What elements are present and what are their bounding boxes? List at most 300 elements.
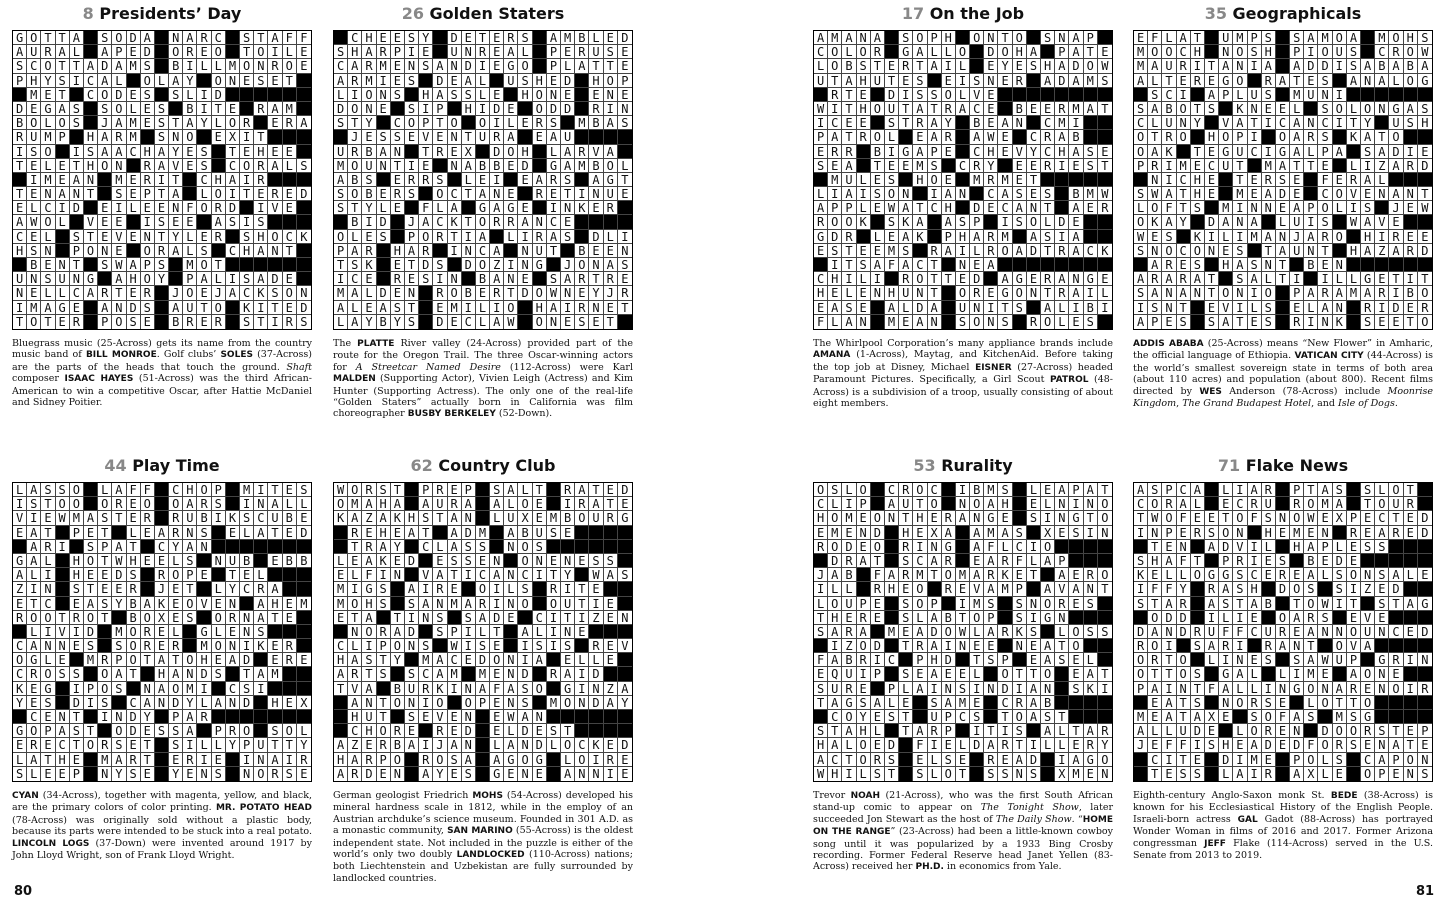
letter-cell: L (197, 738, 211, 752)
letter-cell: S (56, 483, 70, 497)
letter-cell: H (334, 653, 348, 667)
note-text: (1-Across), Maytag, and KitchenAid. Before taking the top job at Disney, Michael (813, 349, 1113, 373)
letter-cell: I (1205, 611, 1219, 625)
letter-cell: R (998, 625, 1012, 639)
letter-cell: H (814, 286, 828, 300)
letter-cell: L (1148, 74, 1162, 88)
letter-cell: K (857, 215, 871, 229)
letter-cell: E (1219, 244, 1233, 258)
letter-cell: E (169, 597, 183, 611)
note-text: (48-Across) is a subdivision of a troop, usually consisting of about eight members. (813, 374, 1113, 410)
letter-cell: A (970, 130, 984, 144)
letter-cell: T (589, 272, 603, 286)
letter-cell: S (1013, 187, 1027, 201)
letter-cell: E (433, 554, 447, 568)
letter-cell: L (183, 88, 197, 102)
letter-cell: S (1134, 286, 1148, 300)
letter-cell: I (476, 102, 490, 116)
letter-cell: R (604, 753, 618, 767)
letter-cell: E (1027, 639, 1041, 653)
letter-cell: M (956, 568, 970, 582)
letter-cell: R (1375, 286, 1389, 300)
black-square (604, 625, 618, 639)
letter-cell: Z (1375, 159, 1389, 173)
letter-cell: E (1205, 145, 1219, 159)
letter-cell: L (1248, 682, 1262, 696)
letter-cell: L (41, 286, 55, 300)
letter-cell: C (476, 244, 490, 258)
letter-cell: O (1333, 102, 1347, 116)
letter-cell: N (183, 667, 197, 681)
letter-cell: A (433, 88, 447, 102)
letter-cell: A (828, 568, 842, 582)
letter-cell: N (197, 767, 211, 781)
letter-cell: N (1233, 59, 1247, 73)
letter-cell: A (998, 116, 1012, 130)
letter-cell: T (84, 582, 98, 596)
letter-cell: O (1290, 582, 1304, 596)
letter-cell: O (1304, 753, 1318, 767)
letter-cell: S (84, 639, 98, 653)
letter-cell: N (970, 511, 984, 525)
letter-cell: E (984, 88, 998, 102)
letter-cell: L (561, 59, 575, 73)
letter-cell: E (1027, 187, 1041, 201)
letter-cell: S (1333, 483, 1347, 497)
letter-cell: V (197, 597, 211, 611)
letter-cell: I (984, 301, 998, 315)
letter-cell: R (984, 173, 998, 187)
black-square (885, 639, 899, 653)
letter-cell: E (1013, 159, 1027, 173)
letter-cell: A (1134, 724, 1148, 738)
letter-cell: A (1248, 215, 1262, 229)
letter-cell: S (448, 88, 462, 102)
puzzle-name: Presidents’ Day (99, 4, 242, 23)
letter-cell: O (942, 88, 956, 102)
letter-cell: A (1219, 215, 1233, 229)
letter-cell: O (518, 753, 532, 767)
letter-cell: E (1318, 258, 1332, 272)
letter-cell: A (1290, 201, 1304, 215)
letter-cell: L (913, 611, 927, 625)
black-square (942, 597, 956, 611)
letter-cell: A (56, 102, 70, 116)
letter-cell: L (1375, 483, 1389, 497)
letter-cell: T (348, 201, 362, 215)
letter-cell: C (885, 653, 899, 667)
black-square (141, 667, 155, 681)
letter-cell: H (155, 667, 169, 681)
letter-cell: E (1069, 159, 1083, 173)
letter-cell: X (1205, 710, 1219, 724)
letter-cell: A (169, 74, 183, 88)
letter-cell: E (405, 272, 419, 286)
black-square (84, 767, 98, 781)
letter-cell: L (504, 582, 518, 596)
black-square (155, 45, 169, 59)
letter-cell: R (419, 244, 433, 258)
letter-cell: E (871, 710, 885, 724)
black-square (899, 738, 913, 752)
letter-cell: F (1177, 554, 1191, 568)
black-square (283, 682, 297, 696)
letter-cell: I (1318, 272, 1332, 286)
letter-cell: L (956, 59, 970, 73)
letter-cell: G (533, 258, 547, 272)
letter-cell: E (547, 554, 561, 568)
note-text: (112-Across) were Karl (500, 361, 633, 373)
letter-cell: U (1361, 625, 1375, 639)
letter-cell: E (1098, 145, 1112, 159)
letter-cell: L (1084, 653, 1098, 667)
black-square (885, 667, 899, 681)
letter-cell: A (913, 215, 927, 229)
letter-cell: E (984, 286, 998, 300)
letter-cell: R (575, 301, 589, 315)
letter-cell: E (155, 625, 169, 639)
letter-cell: L (254, 568, 268, 582)
black-square (1347, 88, 1361, 102)
letter-cell: F (141, 483, 155, 497)
letter-cell: D (1276, 582, 1290, 596)
letter-cell: O (1148, 497, 1162, 511)
letter-cell: E (169, 753, 183, 767)
black-square (913, 696, 927, 710)
letter-cell: R (226, 611, 240, 625)
letter-cell: E (1248, 315, 1262, 329)
letter-cell: C (575, 738, 589, 752)
black-square (56, 145, 70, 159)
letter-cell: T (618, 173, 632, 187)
black-square (1333, 526, 1347, 540)
black-square (1084, 611, 1098, 625)
letter-cell: N (1055, 611, 1069, 625)
letter-cell: I (41, 568, 55, 582)
letter-cell: L (297, 497, 311, 511)
letter-cell: O (268, 230, 282, 244)
puzzle-name: Rurality (941, 456, 1013, 475)
black-square (155, 301, 169, 315)
letter-cell: E (956, 667, 970, 681)
letter-cell: S (462, 554, 476, 568)
letter-cell: L (1318, 767, 1332, 781)
letter-cell: E (956, 753, 970, 767)
letter-cell: R (1055, 597, 1069, 611)
letter-cell: S (283, 767, 297, 781)
letter-cell: I (41, 625, 55, 639)
letter-cell: W (1098, 187, 1112, 201)
title-italic: Shaft (286, 361, 312, 373)
letter-cell: S (1084, 145, 1098, 159)
letter-cell: D (1191, 724, 1205, 738)
black-square (283, 568, 297, 582)
black-square (1098, 315, 1112, 329)
letter-cell: C (240, 286, 254, 300)
black-square (1262, 667, 1276, 681)
letter-cell: N (268, 244, 282, 258)
letter-cell: E (1027, 159, 1041, 173)
letter-cell: O (1084, 59, 1098, 73)
letter-cell: G (504, 201, 518, 215)
letter-cell: A (1389, 187, 1403, 201)
letter-cell: R (155, 244, 169, 258)
black-square (297, 625, 311, 639)
letter-cell: B (283, 554, 297, 568)
letter-cell: H (254, 230, 268, 244)
black-square (1084, 540, 1098, 554)
letter-cell: E (13, 738, 27, 752)
letter-cell: A (1290, 710, 1304, 724)
letter-cell: N (1013, 639, 1027, 653)
letter-cell: B (348, 215, 362, 229)
black-square (1084, 173, 1098, 187)
letter-cell: C (84, 74, 98, 88)
letter-cell: W (112, 258, 126, 272)
black-square (334, 696, 348, 710)
letter-cell: A (1248, 597, 1262, 611)
letter-cell: E (533, 130, 547, 144)
letter-cell: N (41, 639, 55, 653)
letter-cell: A (828, 301, 842, 315)
letter-cell: I (956, 74, 970, 88)
letter-cell: N (589, 258, 603, 272)
letter-cell: C (13, 230, 27, 244)
letter-cell: T (268, 526, 282, 540)
black-square (618, 724, 632, 738)
letter-cell: E (984, 102, 998, 116)
black-square (589, 526, 603, 540)
letter-cell: A (462, 159, 476, 173)
letter-cell: E (621, 766, 629, 781)
letter-cell: T (1148, 130, 1162, 144)
letter-cell: G (1290, 682, 1304, 696)
letter-cell: R (433, 230, 447, 244)
letter-cell: A (928, 639, 942, 653)
note-text: (54-Across) developed his mineral hardness scale in 1812, while in the employ of an Austrian archduke’s science museum. Founded in 301 A.D. as a monastic community, (333, 790, 633, 837)
letter-cell: L (13, 753, 27, 767)
black-square (490, 230, 504, 244)
black-square (575, 568, 589, 582)
black-square (518, 301, 532, 315)
letter-cell: C (970, 145, 984, 159)
note-text: (21-Across), who was the first South African stand-up comic to appear on (813, 790, 1113, 814)
letter-cell: C (998, 696, 1012, 710)
letter-cell: M (1304, 667, 1318, 681)
letter-cell: R (348, 767, 362, 781)
letter-cell: C (476, 568, 490, 582)
letter-cell: R (1013, 696, 1027, 710)
letter-cell: L (297, 724, 311, 738)
black-square (1375, 639, 1389, 653)
note-text: Bluegrass music (25-Across) gets its name from the country music band of (12, 338, 312, 361)
black-square (1418, 667, 1432, 681)
page-number-right: 81 (1416, 884, 1435, 899)
letter-cell: S (604, 554, 618, 568)
answer-highlight: NOAH (850, 791, 881, 801)
letter-cell: E (490, 710, 504, 724)
letter-cell: S (1134, 102, 1148, 116)
letter-cell: T (1098, 667, 1112, 681)
letter-cell: T (1098, 582, 1112, 596)
letter-cell: R (112, 497, 126, 511)
black-square (240, 258, 254, 272)
letter-cell: D (618, 483, 632, 497)
letter-cell: T (604, 497, 618, 511)
letter-cell: W (1098, 59, 1112, 73)
letter-cell: G (1219, 667, 1233, 681)
black-square (1276, 497, 1290, 511)
letter-cell: E (942, 74, 956, 88)
letter-cell: N (490, 187, 504, 201)
black-square (1013, 88, 1027, 102)
black-square (533, 59, 547, 73)
letter-cell: A (419, 767, 433, 781)
letter-cell: F (885, 258, 899, 272)
black-square (254, 710, 268, 724)
black-square (1098, 130, 1112, 144)
letter-cell: S (1205, 526, 1219, 540)
letter-cell: L (41, 230, 55, 244)
black-square (1098, 31, 1112, 45)
letter-cell: L (1098, 286, 1112, 300)
letter-cell: H (268, 696, 282, 710)
letter-cell: P (1290, 286, 1304, 300)
letter-cell: T (348, 116, 362, 130)
letter-cell: E (885, 59, 899, 73)
letter-cell: S (462, 88, 476, 102)
letter-cell: E (448, 483, 462, 497)
letter-cell: R (1162, 130, 1176, 144)
letter-cell: I (604, 767, 618, 781)
letter-cell: N (885, 511, 899, 525)
black-square (575, 724, 589, 738)
letter-cell: N (1205, 244, 1219, 258)
letter-cell: O (1041, 597, 1055, 611)
letter-cell: A (984, 625, 998, 639)
letter-cell: M (334, 159, 348, 173)
letter-cell: C (1134, 497, 1148, 511)
letter-cell: R (504, 215, 518, 229)
black-square (604, 215, 618, 229)
black-square (956, 31, 970, 45)
letter-cell: O (141, 272, 155, 286)
letter-cell: R (504, 31, 518, 45)
letter-cell: T (377, 653, 391, 667)
letter-cell: U (1290, 215, 1304, 229)
letter-cell: R (575, 272, 589, 286)
letter-cell: O (1304, 597, 1318, 611)
letter-cell: O (1333, 639, 1347, 653)
letter-cell: O (169, 45, 183, 59)
black-square (1069, 173, 1083, 187)
letter-cell: H (1418, 116, 1432, 130)
letter-cell: L (871, 724, 885, 738)
letter-cell: D (970, 738, 984, 752)
letter-cell: E (575, 286, 589, 300)
letter-cell: X (155, 611, 169, 625)
letter-cell: D (1318, 59, 1332, 73)
letter-cell: S (561, 639, 575, 653)
letter-cell: V (1219, 301, 1233, 315)
letter-cell: A (448, 738, 462, 752)
letter-cell: S (1318, 102, 1332, 116)
letter-cell: S (169, 738, 183, 752)
letter-cell: L (13, 483, 27, 497)
letter-cell: N (984, 74, 998, 88)
black-square (1418, 88, 1432, 102)
letter-cell: E (857, 511, 871, 525)
black-square (476, 724, 490, 738)
letter-cell: N (504, 568, 518, 582)
letter-cell: E (1418, 738, 1432, 752)
letter-cell: I (419, 738, 433, 752)
trivia-note (12, 790, 312, 861)
letter-cell: O (1219, 526, 1233, 540)
black-square (1347, 315, 1361, 329)
black-square (226, 315, 240, 329)
letter-cell: T (1233, 173, 1247, 187)
black-square (871, 88, 885, 102)
black-square (1404, 88, 1418, 102)
letter-cell: O (604, 74, 618, 88)
letter-cell: L (212, 625, 226, 639)
letter-cell: R (254, 173, 268, 187)
letter-cell: S (1361, 315, 1375, 329)
letter-cell: T (561, 187, 575, 201)
letter-cell: E (589, 88, 603, 102)
black-square (1055, 540, 1069, 554)
letter-cell: N (618, 611, 632, 625)
letter-cell: T (1347, 597, 1361, 611)
letter-cell: L (575, 653, 589, 667)
letter-cell: D (871, 526, 885, 540)
letter-cell: A (1027, 696, 1041, 710)
letter-cell: N (1375, 625, 1389, 639)
letter-cell: A (1148, 145, 1162, 159)
letter-cell: D (589, 667, 603, 681)
letter-cell: G (27, 653, 41, 667)
letter-cell: A (334, 74, 348, 88)
letter-cell: I (362, 215, 376, 229)
letter-cell: O (1134, 215, 1148, 229)
letter-cell: I (1347, 201, 1361, 215)
letter-cell: A (362, 611, 376, 625)
letter-cell: K (377, 554, 391, 568)
black-square (1389, 710, 1403, 724)
puzzle-name: Golden Staters (429, 4, 565, 23)
letter-cell: T (27, 597, 41, 611)
black-square (254, 653, 268, 667)
letter-cell: P (857, 597, 871, 611)
black-square (1318, 582, 1332, 596)
letter-cell: L (547, 738, 561, 752)
letter-cell: B (1375, 59, 1389, 73)
letter-cell: O (1333, 724, 1347, 738)
letter-cell: T (490, 625, 504, 639)
letter-cell: W (504, 315, 518, 329)
black-square (1069, 258, 1083, 272)
letter-cell: S (928, 88, 942, 102)
letter-cell: L (942, 45, 956, 59)
letter-cell: U (1389, 497, 1403, 511)
letter-cell: S (405, 710, 419, 724)
letter-cell: L (928, 767, 942, 781)
letter-cell: N (254, 497, 268, 511)
letter-cell: L (41, 554, 55, 568)
letter-cell: T (1027, 667, 1041, 681)
letter-cell: I (1233, 753, 1247, 767)
